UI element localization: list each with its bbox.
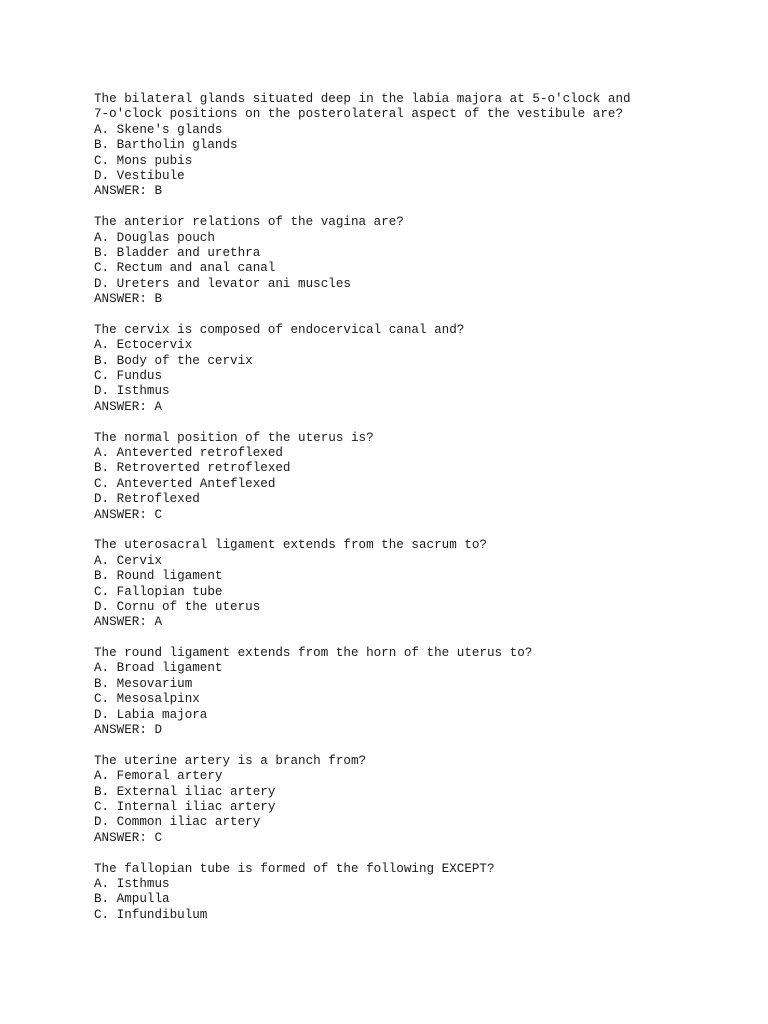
question-block <box>94 215 734 307</box>
answer-key: ANSWER: A <box>94 615 163 630</box>
answer-option: B. Round ligament <box>94 569 223 584</box>
answer-option: D. Retroflexed <box>94 492 200 507</box>
answer-key: ANSWER: A <box>94 399 163 414</box>
question-list <box>94 92 734 923</box>
question-spacer <box>94 846 734 861</box>
question-block <box>94 754 734 846</box>
answer-option: C. Rectum and anal canal <box>94 261 276 276</box>
answer-option: C. Fundus <box>94 369 163 384</box>
question-stem: The fallopian tube is formed of the following EXCEPT? <box>94 861 495 876</box>
question-block <box>94 646 734 738</box>
answer-option: A. Femoral artery <box>94 769 223 784</box>
answer-option: D. Vestibule <box>94 168 185 183</box>
question-spacer <box>94 738 734 753</box>
question-block <box>94 92 734 200</box>
answer-option: D. Isthmus <box>94 384 170 399</box>
answer-option: D. Labia majora <box>94 707 208 722</box>
answer-option: C. Fallopian tube <box>94 584 223 599</box>
answer-option: C. Internal iliac artery <box>94 799 276 814</box>
question-spacer <box>94 523 734 538</box>
question-stem: The uterine artery is a branch from? <box>94 753 367 768</box>
answer-option: C. Mesosalpinx <box>94 692 200 707</box>
question-stem: The normal position of the uterus is? <box>94 430 374 445</box>
answer-option: D. Cornu of the uterus <box>94 599 261 614</box>
question-stem: The anterior relations of the vagina are? <box>94 215 404 230</box>
question-stem: The bilateral glands situated deep in the labia majora at 5-o'clock and <box>94 92 631 106</box>
question-stem: The uterosacral ligament extends from the sacrum to? <box>94 538 487 553</box>
answer-option: B. Bladder and urethra <box>94 245 261 260</box>
answer-key: ANSWER: D <box>94 723 163 738</box>
question-stem: The round ligament extends from the horn of the uterus to? <box>94 646 533 661</box>
answer-option: B. Ampulla <box>94 892 170 907</box>
answer-option: B. Bartholin glands <box>94 138 238 153</box>
question-spacer <box>94 631 734 646</box>
answer-option: D. Ureters and levator ani muscles <box>94 276 351 291</box>
answer-option: D. Common iliac artery <box>94 815 261 830</box>
answer-option: C. Infundibulum <box>94 907 208 922</box>
answer-key: ANSWER: C <box>94 507 163 522</box>
question-spacer <box>94 415 734 430</box>
answer-option: A. Ectocervix <box>94 338 193 353</box>
question-block <box>94 323 734 415</box>
answer-key: ANSWER: B <box>94 184 163 199</box>
answer-option: B. Retroverted retroflexed <box>94 461 291 476</box>
question-block <box>94 862 734 924</box>
answer-option: B. External iliac artery <box>94 784 276 799</box>
question-stem: 7-o'clock positions on the posterolateral aspect of the vestibule are? <box>94 107 624 122</box>
answer-option: B. Mesovarium <box>94 676 193 691</box>
answer-option: C. Mons pubis <box>94 153 193 168</box>
question-stem: The cervix is composed of endocervical canal and? <box>94 322 465 337</box>
answer-option: B. Body of the cervix <box>94 353 253 368</box>
question-spacer <box>94 307 734 322</box>
answer-option: A. Broad ligament <box>94 661 223 676</box>
answer-key: ANSWER: B <box>94 292 163 307</box>
answer-option: A. Douglas pouch <box>94 230 215 245</box>
answer-option: C. Anteverted Anteflexed <box>94 476 276 491</box>
answer-option: A. Cervix <box>94 553 163 568</box>
answer-option: A. Anteverted retroflexed <box>94 445 283 460</box>
question-spacer <box>94 200 734 215</box>
question-block <box>94 431 734 523</box>
question-block <box>94 538 734 630</box>
answer-key: ANSWER: C <box>94 830 163 845</box>
answer-option: A. Skene's glands <box>94 122 223 137</box>
answer-option: A. Isthmus <box>94 876 170 891</box>
